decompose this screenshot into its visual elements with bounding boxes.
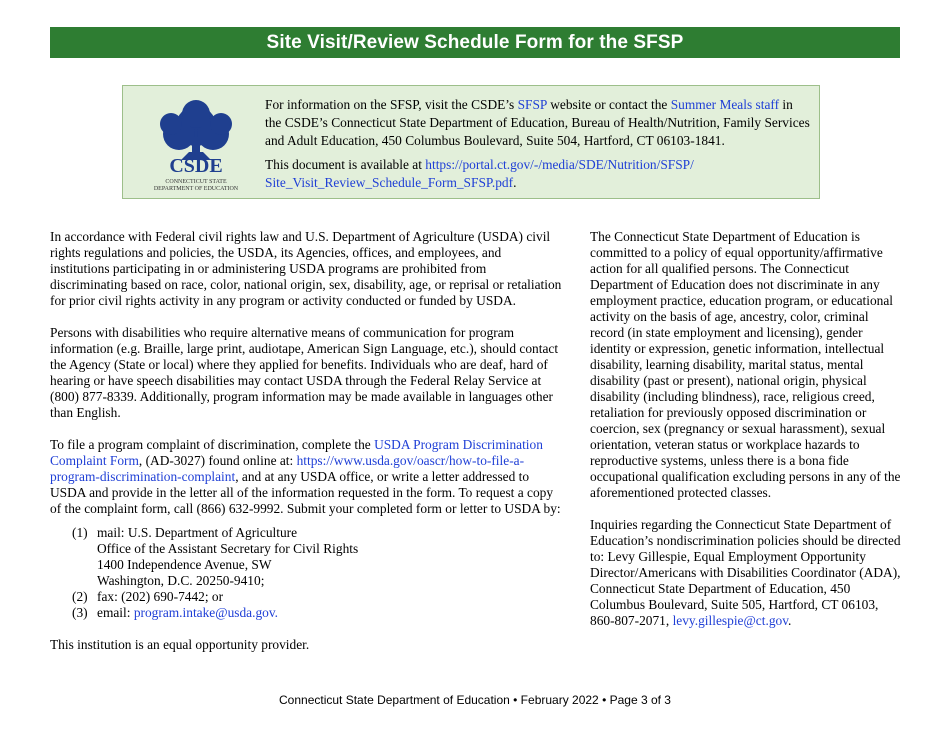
info-p2-text-a: This document is available at	[265, 157, 426, 172]
civil-rights-paragraph: In accordance with Federal civil rights law and U.S. Department of Agriculture (USDA) civil rights regulations and policies, the USDA, its Agencies, offices, and employees, and institutions participating in or administering USDA programs are prohibited from discriminating based on race, color, national origin, sex, disability, age, or reprisal or retaliation for prior civil rights activity in any program or activity conducted or funded by USDA.	[50, 229, 562, 308]
title-bar	[50, 27, 900, 58]
complaint-text-a: To file a program complaint of discrimination, complete the	[50, 437, 375, 452]
program-intake-email-link[interactable]: program.intake@usda.gov.	[133, 605, 279, 620]
ctsde-policy-paragraph: The Connecticut State Department of Education is committed to a policy of equal opportunity/affirmative action for all qualified persons. The Connecticut Department of Education does not discriminate in any employment practice, education program, or educational activity on the basis of age, ancestry, color, criminal record (in state employment and licensing), gender identity or expression, genetic information, intellectual disability, learning disability, marital status, mental disability (past or present), national origin, physical disability (including blindness), race, religious creed, retaliation for previously opposed discrimination or coercion, sex (pregnancy or sexual harassment), sexual orientation, veteran status or workplace hazards to reproductive systems, unless there is a bona fide occupational qualification excluding persons in any of the aforementioned protected classes.	[590, 229, 901, 500]
complaint-url-link[interactable]: https://www.usda.gov/oascr/how-to-file-a-program-discrimination-complaint	[50, 453, 525, 484]
left-column	[50, 229, 562, 669]
list-item	[72, 589, 562, 605]
summer-meals-staff-link[interactable]: Summer Meals staff	[670, 97, 780, 112]
mail-line-1: mail: U.S. Department of Agriculture	[97, 525, 298, 540]
fax-line: fax: (202) 690-7442; or	[97, 589, 224, 604]
mail-line-3: 1400 Independence Avenue, SW	[97, 557, 272, 572]
email-line	[97, 605, 278, 621]
mail-line-4: Washington, D.C. 20250-9410;	[97, 573, 265, 588]
disabilities-paragraph: Persons with disabilities who require alternative means of communication for program information (e.g. Braille, large print, audiotape, American Sign Language, etc.), should contact the Agency (State or local) where they applied for benefits. Individuals who are deaf, hard of hearing or have speech disabilities may contact USDA through the Federal Relay Service at (800) 877-8339. Additionally, program information may be made available in languages other than English.	[50, 325, 559, 420]
inquiries-paragraph	[590, 517, 905, 629]
info-paragraph-1	[265, 96, 810, 150]
logo-text: CSDE	[169, 155, 223, 177]
email-label: email:	[97, 605, 134, 620]
list-number: (3)	[72, 605, 88, 620]
complaint-text-b: , (AD-3027) found online at:	[138, 453, 297, 468]
mail-line-2: Office of the Assistant Secretary for Civil Rights	[97, 541, 359, 556]
inquiries-text-b: .	[788, 613, 792, 628]
equal-opportunity-paragraph: This institution is an equal opportunity provider.	[50, 637, 310, 652]
complaint-text-c: , and at any USDA office, or write a letter addressed to USDA and provide in the letter all of the information requested in the form. To request a copy of the complaint form, call (866) 632-9992. Submit your completed form or letter to USDA by:	[50, 469, 561, 516]
list-item	[72, 525, 562, 589]
page-footer: Connecticut State Department of Education • February 2022 • Page 3 of 3	[279, 693, 671, 707]
list-number: (1)	[72, 525, 88, 540]
inquiries-text-a: Inquiries regarding the Connecticut State Department of Education’s nondiscrimination policies should be directed to: Levy Gillespie, Equal Employment Opportunity Director/Americans with Disabilities Coordinator (ADA), Connecticut State Department of Education, 450 Columbus Boulevard, Suite 505, Hartford, CT 06103, 860-807-2071,	[590, 517, 901, 628]
complaint-form-link[interactable]: USDA Program Discrimination Complaint Form	[50, 437, 543, 468]
csde-logo	[141, 96, 251, 192]
info-paragraph-2	[265, 156, 810, 192]
levy-gillespie-email-link[interactable]: levy.gillespie@ct.gov	[672, 613, 789, 628]
info-p2-text-b: .	[513, 175, 517, 190]
logo-sub1: CONNECTICUT STATE	[165, 179, 227, 185]
info-box	[122, 85, 820, 199]
list-number: (2)	[72, 589, 88, 604]
info-p1-text-a: For information on the SFSP, visit the CSDE’s	[265, 97, 518, 112]
info-p1-text-c: in the CSDE’s Connecticut State Department of Education, Bureau of Health/Nutrition, Family Services and Adult Education, 450 Columbus Boulevard, Suite 504, Hartford, CT 06103-1841.	[265, 97, 810, 148]
list-item	[72, 605, 562, 621]
complaint-paragraph	[50, 437, 562, 517]
info-p1-text-b: website or contact the	[546, 97, 671, 112]
logo-sub2: DEPARTMENT OF EDUCATION	[153, 186, 239, 192]
right-column	[590, 229, 905, 645]
document-url-link[interactable]: https://portal.ct.gov/-/media/SDE/Nutrition/SFSP/ Site_Visit_Review_Schedule_Form_SFSP.pdf	[265, 157, 694, 190]
sfsp-link[interactable]: SFSP	[517, 97, 547, 112]
info-text	[265, 96, 810, 198]
submission-list	[72, 525, 562, 621]
page-title: Site Visit/Review Schedule Form for the SFSP	[266, 31, 684, 53]
list-item-content	[97, 525, 358, 589]
